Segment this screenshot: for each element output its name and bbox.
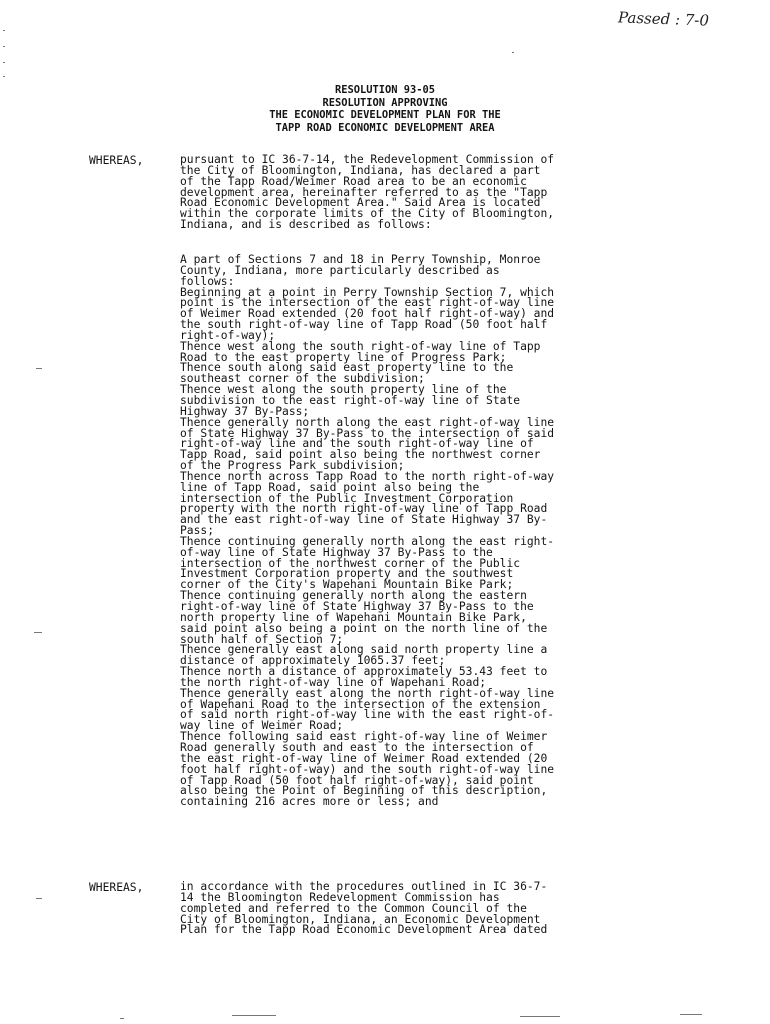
description-text-line: Thence north a distance of approximately 53.43 feet to <box>180 665 548 679</box>
description-text-line: County, Indiana, more particularly described as <box>180 263 500 277</box>
description-text-line: Tapp Road, said point also being the northwest corner <box>180 448 541 462</box>
whereas-text-line: 14 the Bloomington Redevelopment Commission has <box>180 890 500 904</box>
description-text-line: Road to the east property line of Progress Park; <box>180 350 507 364</box>
description-text-line: also being the Point of Beginning of this description, <box>180 784 548 798</box>
whereas-text-line: Road Economic Development Area." Said Area is located <box>180 196 541 210</box>
description-text-line: north property line of Wapehani Mountain Bike Park, <box>180 610 527 624</box>
title-line: RESOLUTION APPROVING <box>322 96 448 109</box>
description-text-line: follows: <box>180 274 235 288</box>
description-text-line: corner of the City's Wapehani Mountain Bike Park; <box>180 578 514 592</box>
whereas-text-line: Plan for the Tapp Road Economic Development Area dated <box>180 923 548 937</box>
whereas-label: WHEREAS, <box>89 154 144 167</box>
resolution-number: RESOLUTION 93-05 <box>334 84 436 96</box>
whereas-text-line: City of Bloomington, Indiana, an Economic Development <box>180 912 541 926</box>
description-text-line: Thence following said east right-of-way line of Weimer <box>180 730 548 744</box>
description-text-line: A part of Sections 7 and 18 in Perry Township, Monroe <box>180 253 541 266</box>
description-text-line: distance of approximately 1065.37 feet; <box>180 654 446 668</box>
description-text-line: of Tapp Road (50 foot half right-of-way), said point <box>180 773 534 787</box>
description-text-line: of the Progress Park subdivision; <box>180 459 405 473</box>
description-text-line: Highway 37 By-Pass; <box>180 404 310 418</box>
description-text-line: Thence generally east along the north right-of-way line <box>180 686 555 700</box>
whereas-clause-1 <box>180 155 700 231</box>
description-text-line: intersection of the Public Investment Corporation <box>180 491 514 505</box>
description-text-line: of said north right-of-way line with the east right-of- <box>180 708 555 722</box>
description-text-line: subdivision to the east right-of-way line of State <box>180 393 521 407</box>
description-text-line: right-of-way line and the south right-of-way line of <box>180 437 534 451</box>
description-text-line: foot half right-of-way) and the south right-of-way line <box>180 762 555 776</box>
handwritten-vote-note: Passed : 7-0 <box>617 8 710 30</box>
description-text-line: the south right-of-way line of Tapp Road (50 foot half <box>180 318 548 332</box>
description-text-line: right-of-way); <box>180 328 276 342</box>
title-line: TAPP ROAD ECONOMIC DEVELOPMENT AREA <box>275 121 495 134</box>
whereas-text-line: pursuant to IC 36-7-14, the Redevelopment Commission of <box>180 153 555 166</box>
description-text-line: Thence north across Tapp Road to the north right-of-way <box>180 469 555 483</box>
description-text-line: Thence continuing generally north along the eastern <box>180 589 527 603</box>
whereas-text-line: Indiana, and is described as follows: <box>180 218 432 232</box>
description-text-line: south half of Section 7; <box>180 632 344 646</box>
whereas-text-line: development area, hereinafter referred to as the "Tapp <box>180 185 548 199</box>
title-line: THE ECONOMIC DEVELOPMENT PLAN FOR THE <box>269 109 501 122</box>
whereas-text-line: in accordance with the procedures outlined in IC 36-7- <box>180 880 548 893</box>
description-text-line: containing 216 acres more or less; and <box>180 795 439 809</box>
description-text-line: of-way line of State Highway 37 By-Pass to the <box>180 545 493 559</box>
description-text-line: property with the north right-of-way line of Tapp Road <box>180 502 548 516</box>
description-text-line: Thence continuing generally north along the east right- <box>180 534 555 548</box>
whereas-label: WHEREAS, <box>89 881 144 894</box>
description-text-line: Thence generally east along said north property line a <box>180 643 548 657</box>
whereas-clause-2 <box>180 882 700 936</box>
description-text-line: Thence generally north along the east right-of-way line <box>180 415 555 429</box>
description-text-line: intersection of the northwest corner of the Public <box>180 556 521 570</box>
description-text-line: Investment Corporation property and the southwest <box>180 567 514 581</box>
legal-description <box>180 255 700 808</box>
whereas-text-line: within the corporate limits of the City of Bloomington, <box>180 207 555 221</box>
description-text-line: Road generally south and east to the intersection of <box>180 740 534 754</box>
description-text-line: the north right-of-way line of Wapehani Road; <box>180 675 487 689</box>
description-text-line: the east right-of-way line of Weimer Road extended (20 <box>180 751 548 765</box>
description-text-line: Thence west along the south property line of the <box>180 383 507 397</box>
description-text-line: Pass; <box>180 524 215 538</box>
description-text-line: right-of-way line of State Highway 37 By-Pass to the <box>180 600 534 613</box>
description-text-line: way line of Weimer Road; <box>180 719 344 733</box>
whereas-text-line: the City of Bloomington, Indiana, has declared a part <box>180 163 541 177</box>
description-text-line: of Weimer Road extended (20 foot half right-of-way) and <box>180 307 555 321</box>
description-text-line: of Wapehani Road to the intersection of the extension <box>180 697 541 711</box>
description-text-line: and the east right-of-way line of State Highway 37 By- <box>180 513 548 527</box>
resolution-title <box>175 84 595 134</box>
description-text-line: point is the intersection of the east right-of-way line <box>180 296 555 310</box>
description-text-line: said point also being a point on the north line of the <box>180 621 548 635</box>
description-text-line: line of Tapp Road, said point also being the <box>180 480 480 494</box>
description-text-line: Thence south along said east property line to the <box>180 361 514 375</box>
whereas-text-line: of the Tapp Road/Weimer Road area to be an economic <box>180 174 527 188</box>
description-text-line: Beginning at a point in Perry Township Section 7, which <box>180 285 555 299</box>
description-text-line: of State Highway 37 By-Pass to the intersection of said <box>180 426 555 440</box>
description-text-line: southeast corner of the subdivision; <box>180 372 425 386</box>
whereas-text-line: completed and referred to the Common Council of the <box>180 901 527 915</box>
description-text-line: Thence west along the south right-of-way line of Tapp <box>180 339 541 353</box>
